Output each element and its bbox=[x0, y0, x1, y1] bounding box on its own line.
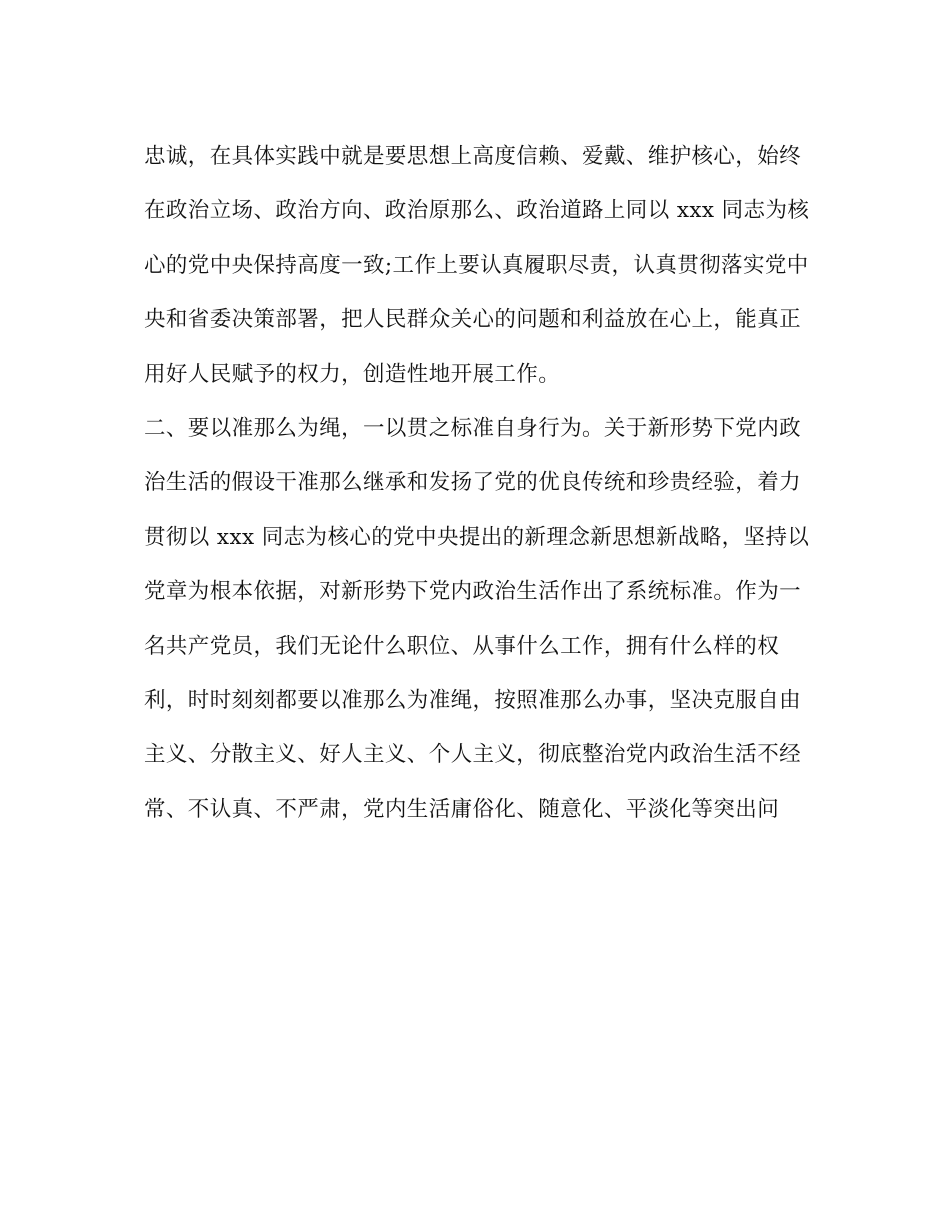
text-line-11: 利，时时刻刻都要以准那么为准绳，按照准那么办事，坚决克服自由 bbox=[144, 687, 802, 713]
text-line-8: 贯彻以 xxx 同志为核心的党中央提出的新理念新思想新战略，坚持以 bbox=[144, 524, 810, 550]
text-line-1: 忠诚，在具体实践中就是要思想上高度信赖、爱戴、维护核心，始终 bbox=[144, 144, 802, 169]
text-line-13: 常、不认真、不严肃，党内生活庸俗化、随意化、平淡化等突出问 bbox=[144, 796, 780, 822]
text-line-5: 用好人民赋予的权力，创造性地开展工作。 bbox=[144, 361, 561, 387]
text-line-10: 名共产党员，我们无论什么职位、从事什么工作，拥有什么样的权 bbox=[144, 633, 780, 659]
document-body bbox=[144, 130, 814, 837]
text-line-2: 在政治立场、政治方向、政治原那么、政治道路上同以 xxx 同志为核 bbox=[144, 198, 810, 224]
text-line-3: 心的党中央保持高度一致;工作上要认真履职尽责，认真贯彻落实党中 bbox=[144, 252, 809, 278]
text-line-12: 主义、分散主义、好人主义、个人主义，彻底整治党内政治生活不经 bbox=[144, 742, 802, 768]
text-line-7: 治生活的假设干准那么继承和发扬了党的优良传统和珍贵经验，着力 bbox=[144, 470, 802, 496]
section-heading-line: 二、要以准那么为绳，一以贯之标准自身行为。关于新形势下党内政 bbox=[144, 415, 802, 441]
text-line-4: 央和省委决策部署，把人民群众关心的问题和利益放在心上，能真正 bbox=[144, 307, 802, 333]
text-line-9: 党章为根本依据，对新形势下党内政治生活作出了系统标准。作为一 bbox=[144, 579, 802, 605]
